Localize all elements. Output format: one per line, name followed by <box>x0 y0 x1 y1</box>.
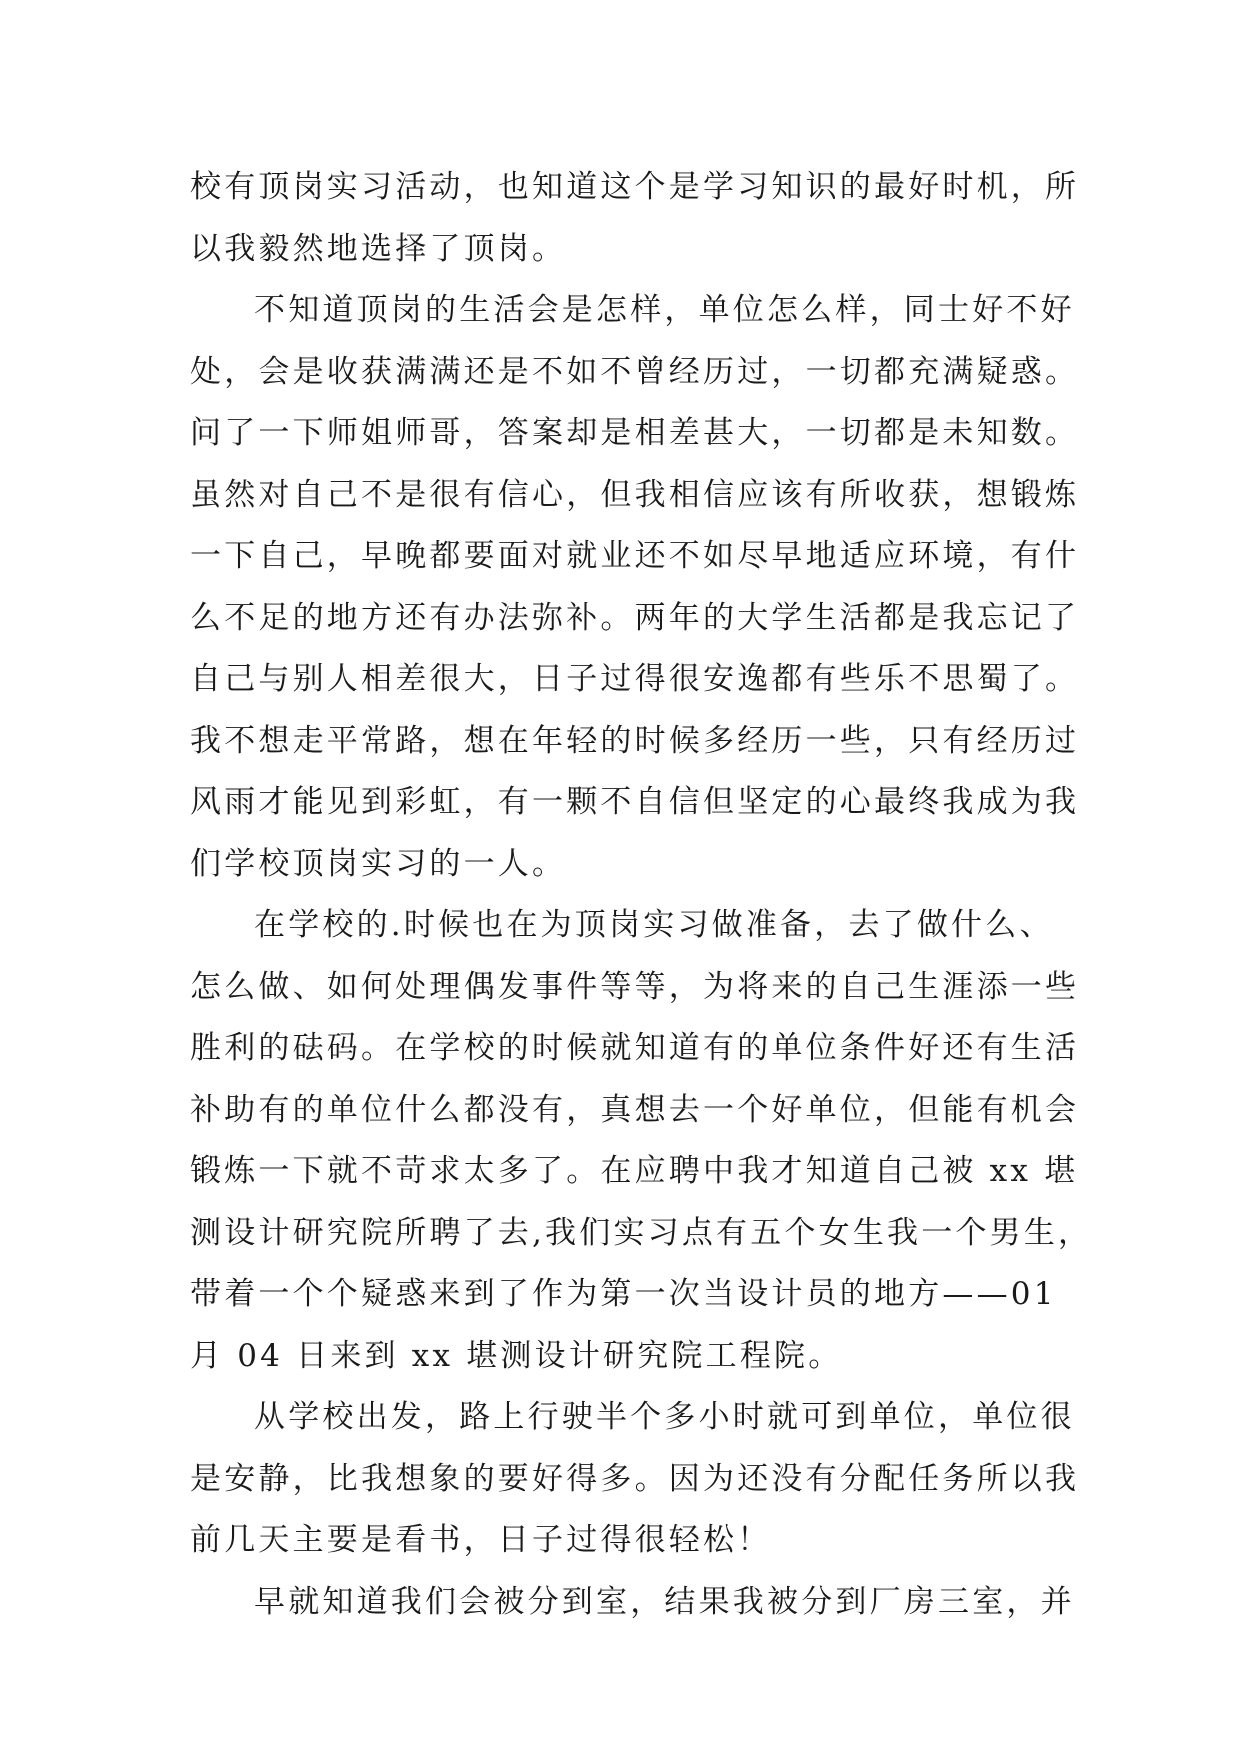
text-line-paragraph-start: 从学校出发，路上行驶半个多小时就可到单位，单位很 <box>254 1399 1075 1435</box>
text-line: 虽然对自己不是很有信心，但我相信应该有所收获，想锻炼 <box>190 476 1080 513</box>
text-line: 处，会是收获满满还是不如不曾经历过，一切都充满疑惑。 <box>190 353 1080 390</box>
text-line: 风雨才能见到彩虹，有一颗不自信但坚定的心最终我成为我 <box>190 784 1080 820</box>
text-line: 自己与别人相差很大，日子过得很安逸都有些乐不思蜀了。 <box>190 661 1080 697</box>
text-line: 怎么做、如何处理偶发事件等等，为将来的自己生涯添一些 <box>190 968 1080 1005</box>
text-line: 月 04 日来到 xx 堪测设计研究院工程院。 <box>190 1337 843 1374</box>
text-line: 问了一下师姐师哥，答案却是相差甚大，一切都是未知数。 <box>190 415 1080 451</box>
text-line: 一下自己，早晚都要面对就业还不如尽早地适应环境，有什 <box>190 538 1080 574</box>
text-line: 锻炼一下就不苛求太多了。在应聘中我才知道自己被 xx 堪 <box>190 1153 1079 1189</box>
text-line-paragraph-start: 不知道顶岗的生活会是怎样，单位怎么样，同士好不好 <box>254 292 1075 328</box>
text-line: 我不想走平常路，想在年轻的时候多经历一些，只有经历过 <box>190 722 1080 759</box>
text-line: 胜利的砝码。在学校的时候就知道有的单位条件好还有生活 <box>190 1030 1080 1066</box>
text-line: 是安静，比我想象的要好得多。因为还没有分配任务所以我 <box>190 1460 1080 1497</box>
text-line-paragraph-start: 早就知道我们会被分到室，结果我被分到厂房三室，并 <box>254 1583 1075 1620</box>
text-line: 前几天主要是看书，日子过得很轻松！ <box>190 1522 772 1558</box>
text-line: 补助有的单位什么都没有，真想去一个好单位，但能有机会 <box>190 1091 1080 1128</box>
body-text <box>190 157 1093 1633</box>
text-line: 么不足的地方还有办法弥补。两年的大学生活都是我忘记了 <box>190 599 1080 636</box>
text-line-paragraph-start: 在学校的.时候也在为顶岗实习做准备，去了做什么、 <box>254 907 1054 943</box>
text-line: 测设计研究院所聘了去,我们实习点有五个女生我一个男生， <box>190 1214 1093 1251</box>
text-line: 带着一个个疑惑来到了作为第一次当设计员的地方——01 <box>190 1276 1057 1312</box>
text-line: 校有顶岗实习活动，也知道这个是学习知识的最好时机，所 <box>190 169 1080 205</box>
text-line: 们学校顶岗实习的一人。 <box>190 845 567 882</box>
text-line: 以我毅然地选择了顶岗。 <box>190 230 567 267</box>
